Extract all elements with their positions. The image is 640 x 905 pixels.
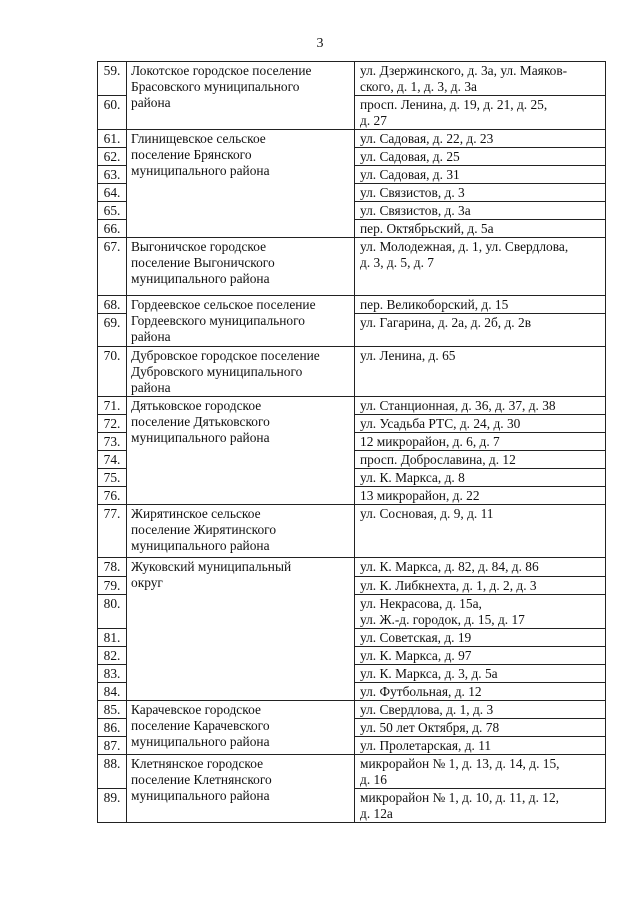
settlement-name-line: Жирятинское сельское (131, 506, 261, 521)
row-number: 64. (98, 184, 127, 202)
settlement-name-line: поселение Дятьковского (131, 414, 270, 429)
row-number: 86. (98, 719, 127, 737)
settlement-name (127, 701, 355, 755)
address-line: ул. Станционная, д. 36, д. 37, д. 38 (360, 398, 556, 413)
polling-stations-table (97, 61, 606, 823)
table-row (98, 296, 606, 314)
settlement-name-line: Клетнянское городское (131, 756, 264, 771)
address-line: ул. Садовая, д. 22, д. 23 (360, 131, 494, 146)
row-number: 82. (98, 647, 127, 665)
address-cell (355, 220, 606, 238)
address-line: ул. Футбольная, д. 12 (360, 684, 482, 699)
table-row (98, 558, 606, 577)
address-cell (355, 62, 606, 96)
table-row (98, 701, 606, 719)
settlement-name-line: Гордеевское сельское поселение (131, 297, 316, 312)
settlement-name-line: муниципального района (131, 163, 270, 178)
address-line: ул. Сосновая, д. 9, д. 11 (360, 506, 494, 521)
settlement-name-line: муниципального района (131, 788, 270, 803)
settlement-name (127, 397, 355, 505)
address-cell (355, 148, 606, 166)
address-line: ул. Советская, д. 19 (360, 630, 472, 645)
address-cell (355, 647, 606, 665)
address-cell (355, 701, 606, 719)
settlement-name-line: Локотское городское поселение (131, 63, 312, 78)
address-line: ул. К. Маркса, д. 3, д. 5а (360, 666, 498, 681)
table-row (98, 755, 606, 789)
address-cell (355, 469, 606, 487)
address-line: микрорайон № 1, д. 10, д. 11, д. 12, (360, 790, 560, 805)
address-line: ул. Ленина, д. 65 (360, 348, 456, 363)
row-number: 89. (98, 789, 127, 823)
settlement-name-line: Дубровского муниципального (131, 364, 303, 379)
address-line: пер. Великоборский, д. 15 (360, 297, 509, 312)
settlement-name-line: муниципального района (131, 734, 270, 749)
settlement-name-line: Глинищевское сельское (131, 131, 266, 146)
address-line: ул. К. Маркса, д. 97 (360, 648, 472, 663)
address-line: просп. Ленина, д. 19, д. 21, д. 25, (360, 97, 548, 112)
settlement-name-line: поселение Выгоничского (131, 255, 275, 270)
settlement-name-line: поселение Карачевского (131, 718, 270, 733)
address-line: д. 3, д. 5, д. 7 (360, 255, 435, 270)
settlement-name-line: Брасовского муниципального (131, 79, 300, 94)
row-number: 77. (98, 505, 127, 558)
address-line: ул. 50 лет Октября, д. 78 (360, 720, 500, 735)
address-line: ул. К. Маркса, д. 8 (360, 470, 465, 485)
address-line: ул. Гагарина, д. 2а, д. 2б, д. 2в (360, 315, 532, 330)
address-cell (355, 719, 606, 737)
address-line: ул. Усадьба РТС, д. 24, д. 30 (360, 416, 521, 431)
address-cell (355, 577, 606, 595)
row-number: 81. (98, 629, 127, 647)
address-line: д. 16 (360, 772, 387, 787)
address-cell (355, 558, 606, 577)
row-number: 87. (98, 737, 127, 755)
address-line: ул. К. Маркса, д. 82, д. 84, д. 86 (360, 559, 539, 574)
table-row (98, 397, 606, 415)
settlement-name-line: Дубровское городское поселение (131, 348, 320, 363)
settlement-name (127, 347, 355, 397)
row-number: 59. (98, 62, 127, 96)
address-cell (355, 433, 606, 451)
settlement-name (127, 62, 355, 130)
settlement-name-line: поселение Клетнянского (131, 772, 272, 787)
address-line: ул. Ж.-д. городок, д. 15, д. 17 (360, 612, 525, 627)
row-number: 69. (98, 314, 127, 347)
address-line: 13 микрорайон, д. 22 (360, 488, 480, 503)
address-cell (355, 683, 606, 701)
address-cell (355, 96, 606, 130)
address-cell (355, 347, 606, 397)
address-cell (355, 415, 606, 433)
address-line: ского, д. 1, д. 3, д. 3а (360, 79, 477, 94)
address-line: пер. Октябрьский, д. 5а (360, 221, 494, 236)
row-number: 84. (98, 683, 127, 701)
address-cell (355, 130, 606, 148)
settlement-name-line: муниципального района (131, 538, 270, 553)
settlement-name-line: района (131, 329, 171, 344)
row-number: 63. (98, 166, 127, 184)
table-row (98, 238, 606, 296)
address-line: ул. Садовая, д. 25 (360, 149, 460, 164)
row-number: 75. (98, 469, 127, 487)
address-cell (355, 166, 606, 184)
row-number: 76. (98, 487, 127, 505)
row-number: 70. (98, 347, 127, 397)
settlement-name (127, 755, 355, 823)
address-line: ул. К. Либкнехта, д. 1, д. 2, д. 3 (360, 578, 537, 593)
settlement-name (127, 130, 355, 238)
address-cell (355, 451, 606, 469)
settlement-name-line: Гордеевского муниципального (131, 313, 305, 328)
settlement-name-line: поселение Жирятинского (131, 522, 277, 537)
settlement-name-line: поселение Брянского (131, 147, 252, 162)
row-number: 67. (98, 238, 127, 296)
table-row (98, 62, 606, 96)
address-cell (355, 755, 606, 789)
row-number: 60. (98, 96, 127, 130)
row-number: 62. (98, 148, 127, 166)
row-number: 65. (98, 202, 127, 220)
address-line: ул. Некрасова, д. 15а, (360, 596, 482, 611)
address-line: ул. Садовая, д. 31 (360, 167, 460, 182)
table-row (98, 347, 606, 397)
settlement-name (127, 296, 355, 347)
row-number: 74. (98, 451, 127, 469)
address-cell (355, 629, 606, 647)
address-cell (355, 397, 606, 415)
address-line: ул. Связистов, д. 3 (360, 185, 465, 200)
settlement-name-line: района (131, 95, 171, 110)
row-number: 73. (98, 433, 127, 451)
address-cell (355, 487, 606, 505)
address-line: ул. Связистов, д. 3а (360, 203, 471, 218)
page-number: 3 (316, 36, 324, 51)
row-number: 66. (98, 220, 127, 238)
settlement-name (127, 505, 355, 558)
address-line: ул. Дзержинского, д. 3а, ул. Маяков- (360, 63, 568, 78)
row-number: 61. (98, 130, 127, 148)
table-row (98, 505, 606, 558)
address-line: д. 12а (360, 806, 393, 821)
address-cell (355, 238, 606, 296)
address-cell (355, 184, 606, 202)
address-cell (355, 296, 606, 314)
settlement-name-line: Карачевское городское (131, 702, 261, 717)
settlement-name-line: округ (131, 575, 163, 590)
address-line: просп. Доброславина, д. 12 (360, 452, 516, 467)
address-cell (355, 505, 606, 558)
address-line: микрорайон № 1, д. 13, д. 14, д. 15, (360, 756, 560, 771)
table-row (98, 130, 606, 148)
address-cell (355, 665, 606, 683)
address-cell (355, 737, 606, 755)
settlement-name-line: Жуковский муниципальный (131, 559, 292, 574)
address-line: д. 27 (360, 113, 387, 128)
address-line: ул. Пролетарская, д. 11 (360, 738, 492, 753)
settlement-name-line: муниципального района (131, 271, 270, 286)
row-number: 83. (98, 665, 127, 683)
row-number: 72. (98, 415, 127, 433)
address-cell (355, 314, 606, 347)
address-cell (355, 595, 606, 629)
address-line: 12 микрорайон, д. 6, д. 7 (360, 434, 500, 449)
row-number: 78. (98, 558, 127, 577)
row-number: 68. (98, 296, 127, 314)
settlement-name-line: района (131, 380, 171, 395)
settlement-name (127, 558, 355, 701)
address-cell (355, 789, 606, 823)
address-line: ул. Молодежная, д. 1, ул. Свердлова, (360, 239, 569, 254)
settlement-name (127, 238, 355, 296)
row-number: 80. (98, 595, 127, 629)
row-number: 88. (98, 755, 127, 789)
row-number: 79. (98, 577, 127, 595)
settlement-name-line: Дятьковское городское (131, 398, 262, 413)
address-line: ул. Свердлова, д. 1, д. 3 (360, 702, 494, 717)
settlement-name-line: муниципального района (131, 430, 270, 445)
row-number: 71. (98, 397, 127, 415)
settlement-name-line: Выгоничское городское (131, 239, 267, 254)
address-cell (355, 202, 606, 220)
row-number: 85. (98, 701, 127, 719)
table-body (98, 62, 606, 823)
